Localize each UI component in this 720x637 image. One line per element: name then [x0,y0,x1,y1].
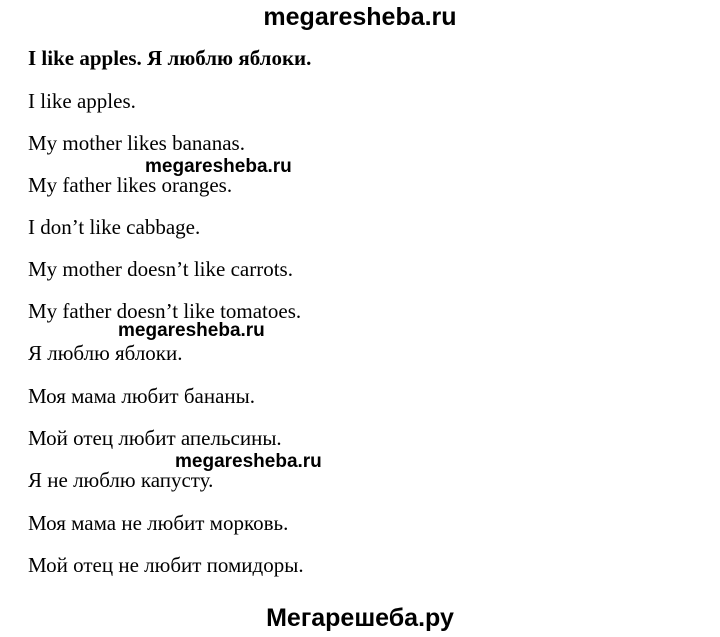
text-line: Мой отец любит апельсины. [28,426,282,450]
watermark: megaresheba.ru [118,320,265,341]
exercise-title: I like apples. Я люблю яблоки. [28,46,312,70]
site-footer: Мегарешеба.ру [266,604,454,632]
text-line: Моя мама не любит морковь. [28,511,289,535]
text-line: I don’t like cabbage. [28,215,201,239]
text-line: Моя мама любит бананы. [28,384,256,408]
watermark: megaresheba.ru [175,451,322,472]
text-line: My mother doesn’t like carrots. [28,257,293,281]
text-line: Я люблю яблоки. [28,341,183,365]
text-line: I like apples. [28,89,136,113]
text-line: My mother likes bananas. [28,131,245,155]
text-line: Я не люблю капусту. [28,468,214,492]
watermark: megaresheba.ru [145,156,292,177]
text-line: My father doesn’t like tomatoes. [28,299,302,323]
text-line: My father likes oranges. [28,173,233,197]
text-line: Мой отец не любит помидоры. [28,553,304,577]
site-header: megaresheba.ru [263,3,457,31]
